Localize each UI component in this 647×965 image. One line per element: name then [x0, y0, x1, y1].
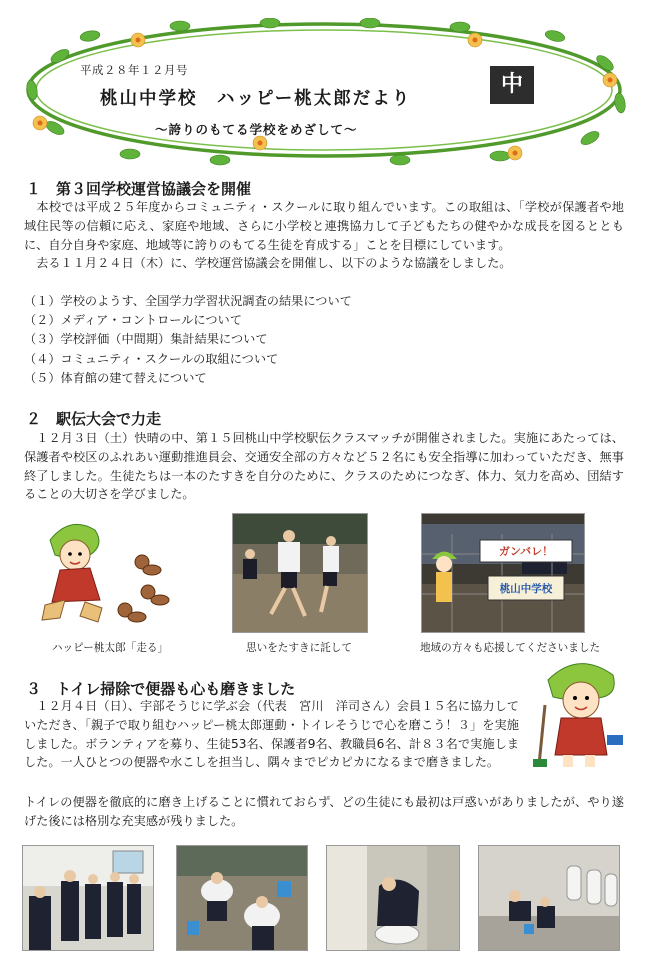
agenda-item: （３）学校評価（中間期）集計結果について — [24, 332, 268, 347]
caption-relay-race: 思いをたすきに託して — [246, 642, 352, 654]
cleaning-photo-group — [22, 845, 154, 951]
agenda-item: （１）学校のようす、全国学力学習状況調査の結果について — [24, 294, 352, 308]
cheer-sign-text: ガンバレ！ — [498, 545, 554, 558]
agenda-item: （５）体育館の建て替えについて — [24, 370, 207, 385]
section2-paragraph: １２月３日（土）快晴の中、第１５回桃山中学校駅伝クラスマッチが開催されました。実施にあたっては、保護者や校区のふれあい運動推進員会、交通安全部の方々など５２名にも安全指導に加わっていただき、無事終了しました。生徒たちは一本のたすきを自分のために、クラスのためにつなぎ、体力、気力を高め、団結することの大切さを学びました。 — [24, 431, 624, 502]
section1-heading: １ 第３回学校運営協議会を開催 — [26, 180, 252, 198]
section3-heading: ３ トイレ掃除で便器も心も磨きました — [26, 680, 296, 698]
school-logo: 中 — [490, 66, 534, 104]
mascot-cleaning-illustration — [533, 655, 625, 773]
cleaning-photo-floor — [176, 845, 308, 951]
agenda-item: （４）コミュニティ・スクールの取組について — [24, 351, 279, 366]
agenda-list — [24, 292, 352, 388]
cleaning-photo-toilet — [326, 845, 460, 951]
newsletter-title: 桃山中学校 ハッピー桃太郎だより — [100, 89, 412, 109]
community-support-photo — [421, 513, 585, 633]
mascot-running-illustration — [30, 510, 190, 630]
school-sign-text: 桃山中学校 — [499, 583, 553, 595]
caption-community-support: 地域の方々も応援してくださいました — [419, 642, 601, 654]
section2-heading: ２ 駅伝大会で力走 — [26, 410, 162, 428]
relay-race-photo — [232, 513, 368, 633]
cleaning-photo-urinals — [478, 845, 620, 951]
section3-paragraph-top: １２月４日（日）、宇部そうじに学ぶ会（代表 宮川 洋司さん）会員１５名に協力していただき、「親子で取り組むハッピー桃太郎運動・トイレそうじで心を磨こう！３」を実施しました。ボランティアを募り、生徒53名、保護者9名、教職員6名、計８３名で実施しました。一人ひとつの便器や水こしを担当し、隅々までピカピカになるまで磨きました。 — [24, 699, 519, 770]
section1-paragraph1: 本校では平成２５年度からコミュニティ・スクールに取り組んでいます。この取組は、「学校が保護者や地域住民等の信頼に応え、家庭や地域、さらに小学校と連携協力して子どもたちの健やかな成長を図るとともに、自分自身や家庭、地域等に誇りのもてる生徒を育成する」ことを目標にしています。 — [24, 200, 624, 252]
section1-body — [24, 198, 624, 273]
section1-paragraph2: 去る１１月２４日（木）に、学校運営協議会を開催し、以下のような協議をしました。 — [24, 256, 512, 271]
caption-mascot-running: ハッピー桃太郎「走る」 — [51, 642, 169, 654]
issue-date: 平成２８年１２月号 — [80, 63, 188, 77]
section3-paragraph-bottom: トイレの便器を徹底的に磨き上げることに慣れておらず、どの生徒にも最初は戸惑いがありましたが、やり遂げた後には格別な充実感が残りました。 — [24, 795, 624, 828]
newsletter-subtitle: ～誇りのもてる学校をめざして～ — [155, 122, 358, 137]
agenda-item: （２）メディア・コントロールについて — [24, 313, 242, 328]
